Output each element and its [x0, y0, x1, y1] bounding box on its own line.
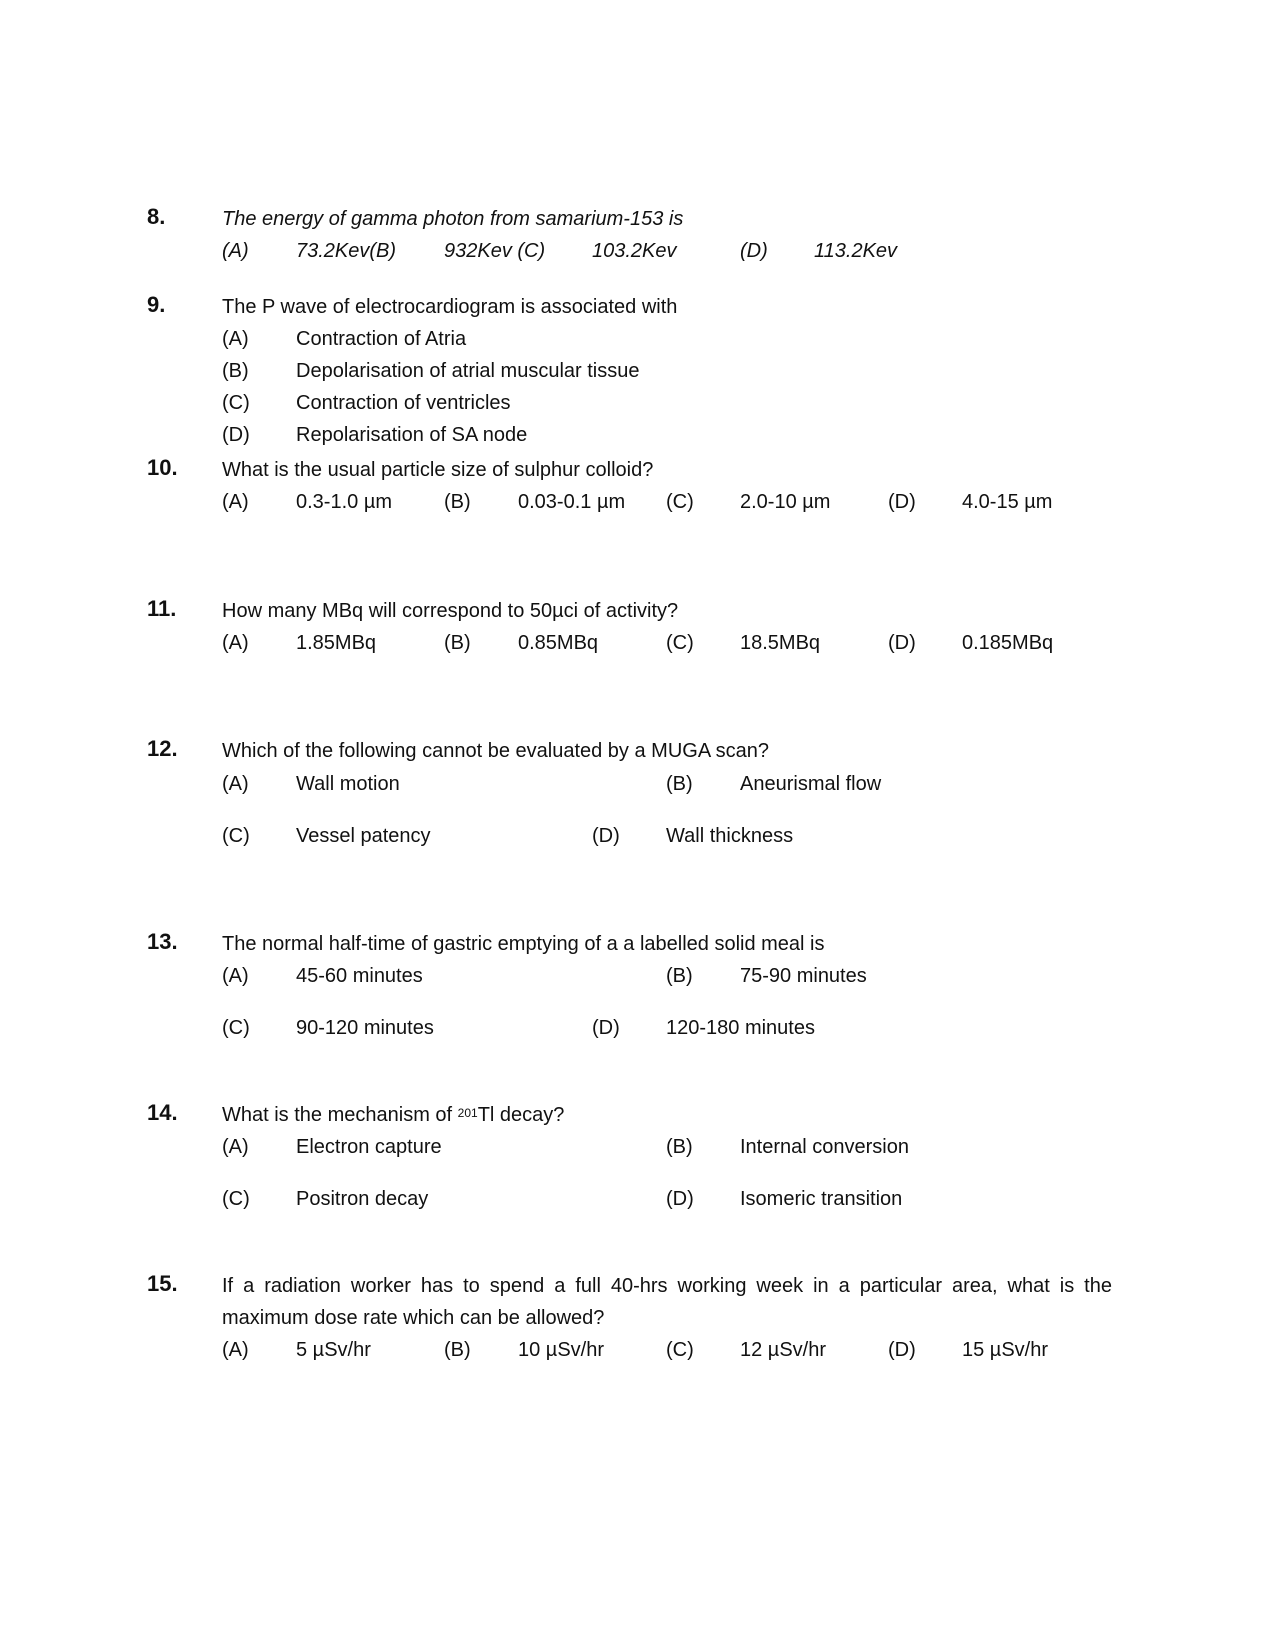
question-text: How many MBq will correspond to 50µci of activity? [222, 600, 679, 622]
question-number: 15. [147, 1271, 178, 1296]
option-label: (D) [888, 632, 916, 654]
option-text: 0.85MBq [518, 632, 599, 654]
option-label: (C) [666, 632, 694, 654]
option-text: Vessel patency [296, 825, 431, 847]
question-text: What is the usual particle size of sulphur colloid? [222, 459, 654, 481]
question-number: 8. [147, 204, 166, 229]
option-text: Wall thickness [666, 825, 794, 847]
option-text: Internal conversion [740, 1136, 909, 1158]
option-label: (A) [222, 328, 249, 350]
question-text: The P wave of electrocardiogram is associated with [222, 296, 678, 318]
option-label: (D) [592, 1017, 620, 1039]
option-label: (B) [444, 1339, 471, 1361]
option-text: 73.2Kev(B) [296, 240, 397, 262]
question-number: 13. [147, 929, 178, 954]
question-text: The energy of gamma photon from samarium-153 is [222, 208, 684, 230]
option-text: 45-60 minutes [296, 965, 423, 987]
option-label: (B) [444, 491, 471, 513]
option-text: Contraction of Atria [296, 328, 467, 350]
option-text: 10 µSv/hr [518, 1339, 605, 1361]
option-text: Wall motion [296, 773, 400, 795]
option-label: (B) [666, 1136, 693, 1158]
option-label: (D) [666, 1188, 694, 1210]
option-label: (B) [222, 360, 249, 382]
question-text: If a radiation worker has to spend a full 40-hrs working week in a particular area, what is the [222, 1275, 1112, 1297]
option-text: 4.0-15 µm [962, 491, 1053, 513]
option-text: Electron capture [296, 1136, 442, 1158]
option-text: 0.03-0.1 µm [518, 491, 626, 513]
option-label: (D) [740, 240, 768, 262]
option-text: 932Kev (C) [444, 240, 546, 262]
option-text: 0.3-1.0 µm [296, 491, 393, 513]
option-label: (A) [222, 240, 249, 262]
option-text: 15 µSv/hr [962, 1339, 1049, 1361]
option-text: Depolarisation of atrial muscular tissue [296, 360, 640, 382]
question-text [222, 1103, 564, 1129]
option-label: (B) [666, 773, 693, 795]
option-label: (C) [666, 1339, 694, 1361]
question-text: Which of the following cannot be evaluated by a MUGA scan? [222, 740, 769, 762]
option-text: Repolarisation of SA node [296, 424, 528, 446]
option-label: (C) [666, 491, 694, 513]
option-text: Isomeric transition [740, 1188, 903, 1210]
option-label: (A) [222, 773, 249, 795]
option-text: 113.2Kev [814, 240, 898, 262]
option-text: 103.2Kev [592, 240, 677, 262]
option-label: (D) [888, 1339, 916, 1361]
option-text: 0.185MBq [962, 632, 1054, 654]
option-text: 2.0-10 µm [740, 491, 831, 513]
question-text: The normal half-time of gastric emptying of a a labelled solid meal is [222, 933, 825, 955]
option-text: 1.85MBq [296, 632, 377, 654]
option-text: 120-180 minutes [666, 1017, 815, 1039]
question-number: 14. [147, 1100, 178, 1125]
option-text: 90-120 minutes [296, 1017, 434, 1039]
question-number: 11. [147, 596, 177, 621]
question-text-pre: What is the mechanism of [222, 1104, 458, 1126]
option-text: 12 µSv/hr [740, 1339, 827, 1361]
option-label: (B) [444, 632, 471, 654]
option-label: (A) [222, 491, 249, 513]
option-label: (D) [888, 491, 916, 513]
option-text: 18.5MBq [740, 632, 821, 654]
option-label: (D) [222, 424, 250, 446]
isotope-mass-number: 201 [457, 1106, 478, 1120]
question-number: 12. [147, 736, 178, 761]
option-label: (C) [222, 392, 250, 414]
option-text: 5 µSv/hr [296, 1339, 371, 1361]
option-text: Contraction of ventricles [296, 392, 511, 414]
question-number: 10. [147, 455, 178, 480]
option-label: (A) [222, 1339, 249, 1361]
question-text-line2: maximum dose rate which can be allowed? [222, 1307, 605, 1329]
option-label: (C) [222, 1188, 250, 1210]
option-text: 75-90 minutes [740, 965, 867, 987]
option-text: Positron decay [296, 1188, 429, 1210]
option-label: (C) [222, 825, 250, 847]
question-text-post: Tl decay? [477, 1104, 565, 1126]
option-label: (A) [222, 1136, 249, 1158]
option-label: (C) [222, 1017, 250, 1039]
option-label: (A) [222, 632, 249, 654]
option-label: (D) [592, 825, 620, 847]
option-label: (A) [222, 965, 249, 987]
option-text: Aneurismal flow [740, 773, 882, 795]
option-label: (B) [666, 965, 693, 987]
question-number: 9. [147, 292, 166, 317]
